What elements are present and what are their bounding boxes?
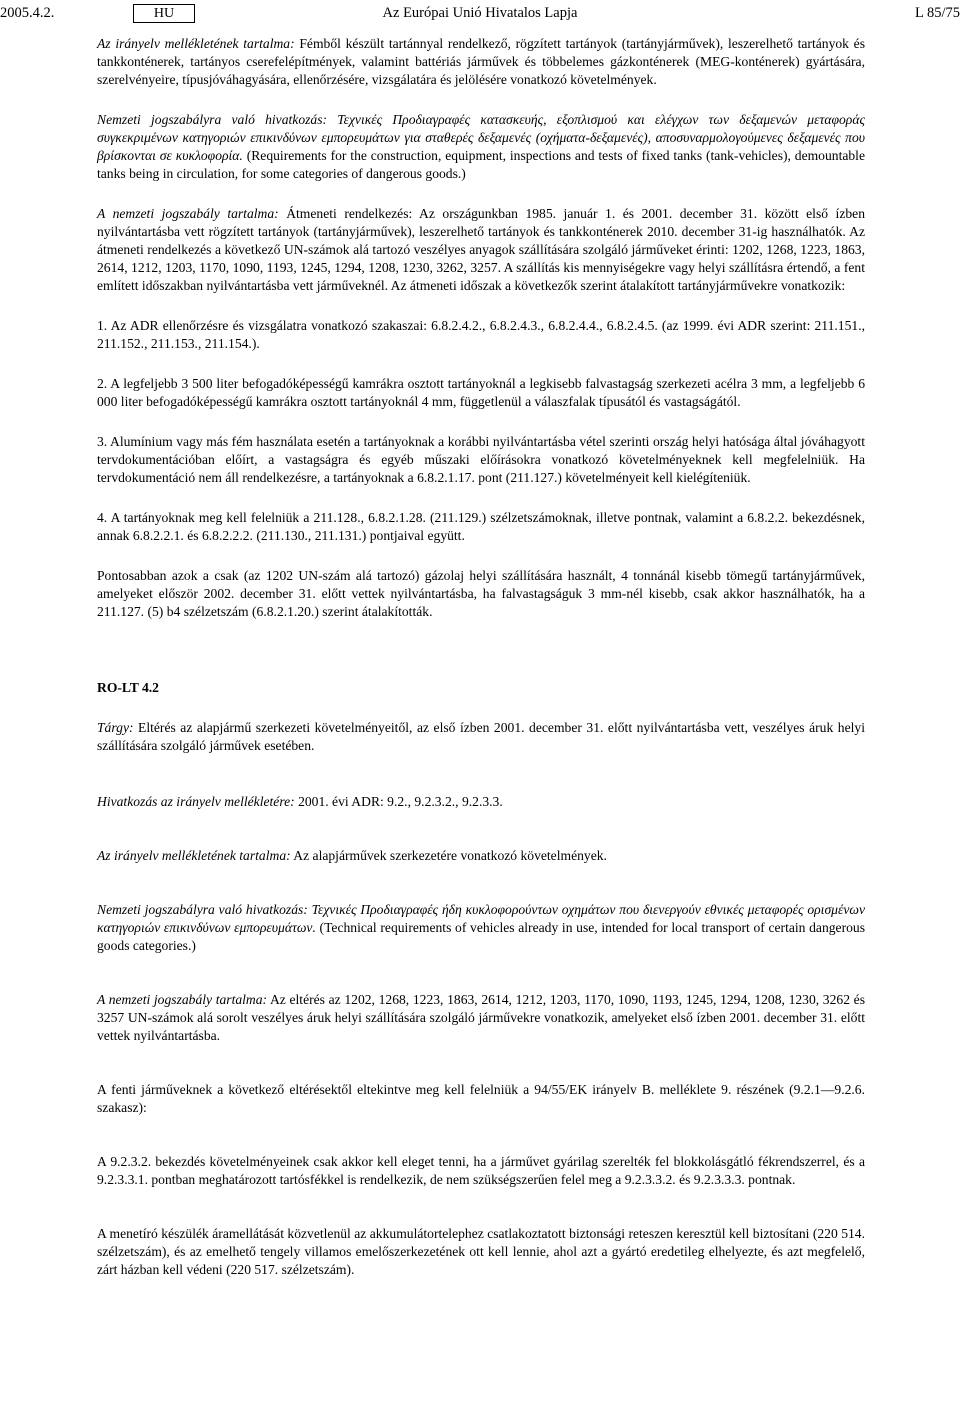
label: Hivatkozás az irányelv mellékletére:: [97, 794, 295, 809]
text: (Requirements for the construction, equipment, inspections and tests of fixed tanks (tank-vehicles), demountable tanks being in circulation, for some categories of dangerous goods.): [97, 148, 865, 181]
greek-text: Τεχνικές Προδιαγραφές κατασκευής, εξοπλισμού και ελέγχων των δεξαμενών μεταφοράς συγκεκριμένων κατηγοριών επικινδύνων εμπορευμάτων για σταθερές δεξαμενές (οχήματα-δεξαμενές), αποσυναρμολογούμενες δεξαμενές που βρίσκονται σε κυκλοφορία.: [97, 112, 865, 163]
label: A nemzeti jogszabály tartalma:: [97, 992, 268, 1007]
label: Az irányelv mellékletének tartalma:: [97, 36, 295, 51]
greek-text: Τεχνικές Προδιαγραφές ήδη κυκλοφορούντων οχημάτων που διενεργούν εθνικές μεταφορές ορισμένων κατηγοριών επικινδύνων εμπορευμάτων.: [97, 902, 865, 935]
text: Átmeneti rendelkezés: Az országunkban 1985. január 1. és 2001. december 31. között első ízben nyilvántartásba vett rögzített tartányok (tartányjárművek), leszerelhető tartányok és tankkonténerek 2010. december 31-ig használhatók. Az átmeneti rendelkezés a következő UN-számok alá tartozó veszélyes anyagok szállítására szolgáló járműveket érinti: 1202, 1268, 1223, 1863, 2614, 1212, 1203, 1170, 1090, 1193, 1245, 1294, 1208, 1230, 3262, 3257. A szállítás kis mennyiségekre vagy helyi szállításra értendő, a fent említett időszakban nyilvántartásba vett járműveknél. Az átmeneti időszak a következők szerint átalakított tartányjárművekre vonatkozik:: [97, 206, 865, 293]
journal-title: Az Európai Unió Hivatalos Lapja: [382, 5, 578, 21]
text: Az alapjárművek szerkezetére vonatkozó követelmények.: [290, 848, 607, 863]
page-number: L 85/75: [915, 5, 960, 21]
publication-date: 2005.4.2.: [0, 5, 55, 21]
document-body: [97, 35, 865, 1279]
list-item-3: 3. Alumínium vagy más fém használata esetén a tartányoknak a korábbi nyilvántartásba vétel szerinti ország helyi hatósága által jóváhagyott tervdokumentációban előírt, a vastagságra és egyéb műszaki előírásokra vonatkozó követelményeknek kell megfelelniük. Ha tervdokumentáció nem áll rendelkezésre, a tartányoknak a 6.8.2.1.17. pont (211.127.) követelményeit kell kielégíteniük.: [97, 434, 865, 485]
paragraph-exceptions-intro: A fenti járműveknek a következő eltérésektől eltekintve meg kell felelniük a 94/55/EK irányelv B. melléklete 9. részének (9.2.1—9.2.6. szakasz):: [97, 1082, 865, 1115]
text: Az eltérés az 1202, 1268, 1223, 1863, 2614, 1212, 1203, 1170, 1090, 1193, 1245, 1294, 1208, 1230, 3262 és 3257 UN-számok alá sorolt veszélyes áruk helyi szállítására szolgáló járművekre vonatkozik, amelyeket első ízben 2001. december 31. előtt vettek nyilvántartásba.: [97, 992, 865, 1043]
label: Nemzeti jogszabályra való hivatkozás:: [97, 902, 308, 917]
label: Az irányelv mellékletének tartalma:: [97, 848, 291, 863]
list-item-4: 4. A tartányoknak meg kell felelniük a 211.128., 6.8.2.1.28. (211.129.) szélzetszámoknak, illetve pontnak, valamint a 6.8.2.2. bekezdésnek, annak 6.8.2.2.1. és 6.8.2.2.2. (211.130., 211.131.) pontjaival együtt.: [97, 510, 865, 543]
list-item-1: 1. Az ADR ellenőrzésre és vizsgálatra vonatkozó szakaszai: 6.8.2.4.2., 6.8.2.4.3., 6.8.2.4.4., 6.8.2.4.5. (az 1999. évi ADR szerint: 211.151., 211.152., 211.153., 211.154.).: [97, 318, 865, 351]
paragraph-national-reference: [97, 111, 865, 183]
paragraph-annex-reference: [97, 793, 865, 811]
list-item-2: 2. A legfeljebb 3 500 liter befogadóképességű kamrákra osztott tartányoknál a legkisebb falvastagság szerkezeti acélra 3 mm, a legfeljebb 6 000 liter befogadóképességű kamrákra osztott tartányoknál 4 mm, függetlenül a válaszfalak típusától és vastagságától.: [97, 376, 865, 409]
paragraph-tachograph: A menetíró készülék áramellátását közvetlenül az akkumulátortelephez csatlakoztatott biztonsági reteszen keresztül kell biztosítani (220 514. szélzetszám), és az emelhető tengely villamos emelőszerkezetének ott kell lennie, ahol azt a gyártó eredetileg elhelyezte, és azt megfelelő, zárt házban kell védeni (220 517. szélzetszám).: [97, 1226, 865, 1277]
text: (Technical requirements of vehicles already in use, intended for local transport of certain dangerous goods categories.): [97, 920, 865, 953]
text: Fémből készült tartánnyal rendelkező, rögzített tartányok (tartányjárművek), leszerelhető tartányok és tankkonténerek, tartányos cserefelépítmények, valamint battériás járművek és többelemes gázkonténerek (MEG-konténerek) gyártására, szerelvényeire, típusjóváhagyására, ellenőrzésére, vizsgálatára és jelölésére vonatkozó követelmények.: [97, 36, 866, 87]
paragraph-subject: [97, 719, 865, 755]
label: Nemzeti jogszabályra való hivatkozás:: [97, 112, 328, 127]
paragraph-annex-content-2: [97, 847, 865, 865]
paragraph-national-content-2: [97, 991, 865, 1045]
language-badge: HU: [133, 4, 195, 23]
label: Tárgy:: [97, 720, 134, 735]
section-title: RO-LT 4.2: [97, 680, 159, 695]
paragraph-braking: A 9.2.3.2. bekezdés követelményeinek csak akkor kell eleget tenni, ha a járművet gyárilag szerelték fel blokkolásgátló fékrendszerrel, és a 9.2.3.3.1. pontban meghatározott tartósfékkel is rendelkezik, de nem szükségszerűen felel meg a 9.2.3.3.2. és 9.2.3.3.3. pontnak.: [97, 1154, 865, 1187]
label: A nemzeti jogszabály tartalma:: [97, 206, 279, 221]
paragraph-annex-content: [97, 35, 865, 89]
page-header: [0, 4, 960, 24]
paragraph-specifics: Pontosabban azok a csak (az 1202 UN-szám alá tartozó) gázolaj helyi szállítására használt, 4 tonnánál kisebb tömegű tartányjárművek, amelyeket először 2002. december 31. előtt vettek nyilvántartásba, ha falvastagságuk 3 mm-nél kisebb, csak akkor használhatók, ha a 211.127. (5) b4 szélzetszám (6.8.2.1.20.) szerint átalakították.: [97, 568, 865, 619]
text: 2001. évi ADR: 9.2., 9.2.3.2., 9.2.3.3.: [294, 794, 503, 809]
paragraph-national-content: [97, 205, 865, 295]
text: Eltérés az alapjármű szerkezeti követelményeitől, az első ízben 2001. december 31. előtt nyilvántartásba vett, veszélyes áruk helyi szállítására szolgáló járművek esetében.: [97, 720, 865, 753]
paragraph-national-reference-2: [97, 901, 865, 955]
